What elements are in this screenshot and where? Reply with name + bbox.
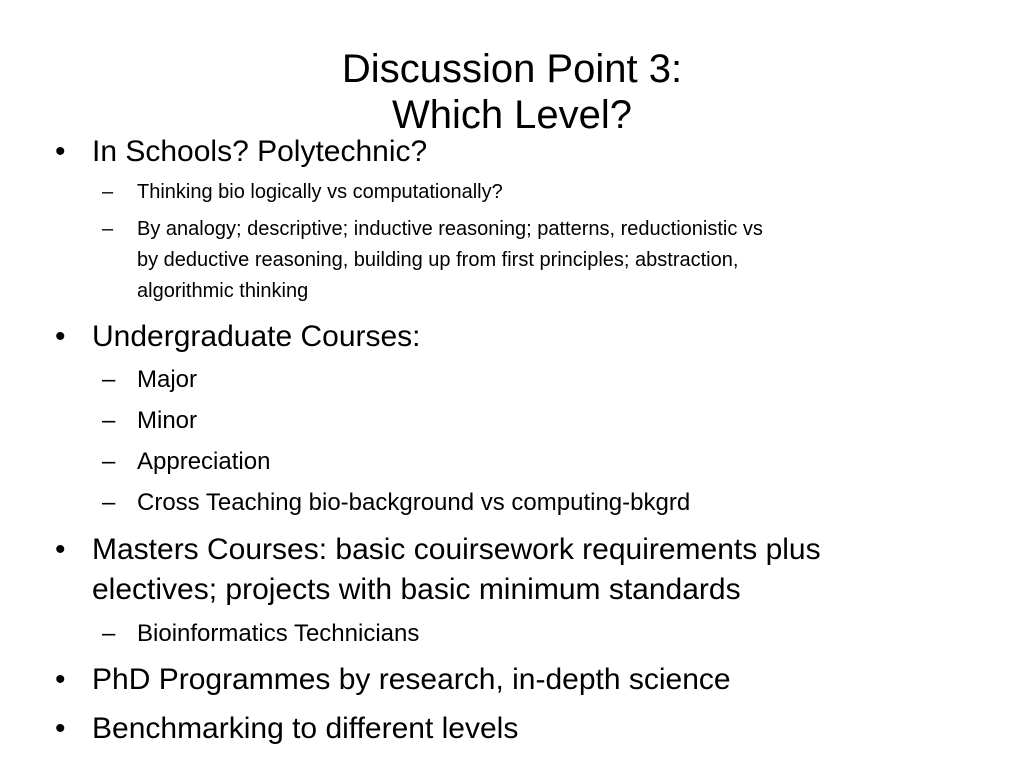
dash-marker: – (102, 620, 116, 647)
dash-marker: – (102, 407, 116, 434)
dash-marker: – (102, 181, 114, 203)
bullet-marker: • (55, 135, 66, 168)
bullet-marker: • (55, 663, 66, 696)
list-item-text: In Schools? Polytechnic? (92, 135, 428, 168)
list-item-text: Benchmarking to different levels (92, 712, 519, 745)
title-line-2: Which Level? (391, 93, 633, 137)
slide-title (0, 46, 1024, 138)
sub-item-text: Cross Teaching bio-background vs computing-bkgrd (137, 489, 691, 516)
sub-item-text: Thinking bio logically vs computationally? (137, 181, 503, 203)
bullet-marker: • (55, 320, 66, 353)
dash-marker: – (102, 218, 114, 240)
sub-item-text: Major (137, 366, 198, 393)
list-item-text-line-1: Masters Courses: basic couirsework requirements plus (92, 533, 821, 566)
sub-item-text-line-2: by deductive reasoning, building up from first principles; abstraction, (137, 249, 739, 271)
dash-marker: – (102, 366, 116, 393)
sub-item-text: Minor (137, 407, 198, 434)
list-item-text-line-2: electives; projects with basic minimum standards (92, 573, 741, 606)
bullet-marker: • (55, 712, 66, 745)
sub-item-text-line-3: algorithmic thinking (137, 280, 309, 302)
list-item-text: PhD Programmes by research, in-depth science (92, 663, 731, 696)
list-item-text: Undergraduate Courses: (92, 320, 421, 353)
bullet-marker: • (55, 533, 66, 566)
dash-marker: – (102, 448, 116, 475)
sub-item-text: Bioinformatics Technicians (137, 620, 420, 647)
sub-item-text: Appreciation (137, 448, 271, 475)
title-line-1: Discussion Point 3: (341, 47, 683, 91)
dash-marker: – (102, 489, 116, 516)
sub-item-text-line-1: By analogy; descriptive; inductive reasoning; patterns, reductionistic vs (137, 218, 763, 240)
